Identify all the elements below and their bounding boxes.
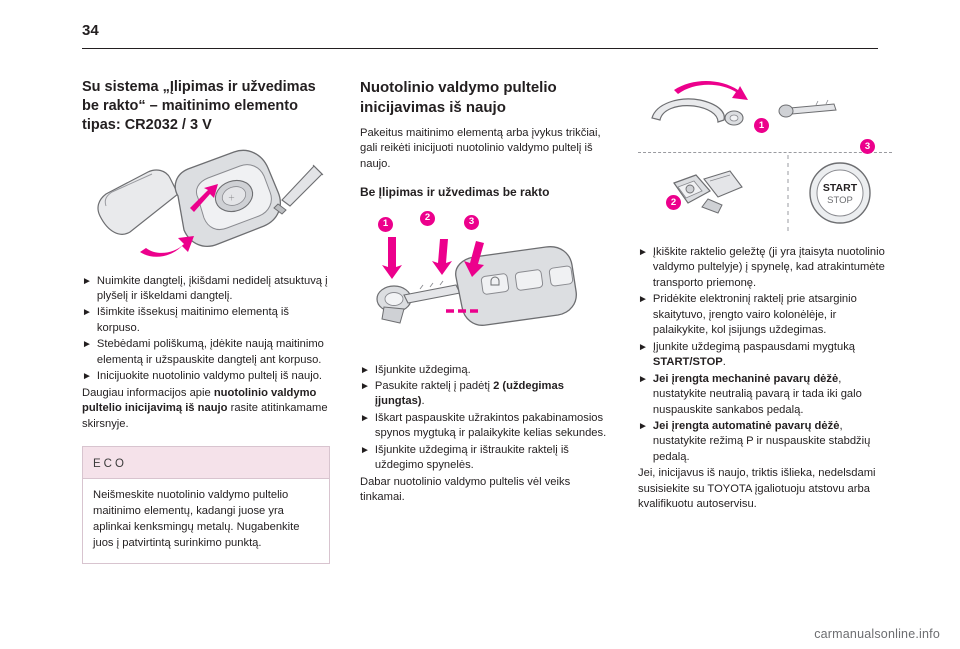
closing-paragraph: Jei, inicijavus iš naujo, triktis išlieka, nedelsdami susisiekite su TOYOTA įgaliotuoju atstovu arba kvalifikuotu autoservisu. (638, 467, 876, 511)
callout-badge-3: 3 (464, 215, 479, 230)
arrow-icon: ► (360, 412, 370, 424)
list-item: ► Įkiškite raktelio geležtę (ji yra įtaisyta nuotolinio valdymo pultelyje) į spynelę, kad atrakintumėte transporto priemonę. (638, 245, 892, 291)
callout-badge-1: 1 (754, 118, 769, 133)
callout-badge-1: 1 (378, 217, 393, 232)
column-right (638, 78, 892, 598)
page-number: 34 (82, 22, 99, 39)
arrow-icon: ► (82, 339, 92, 351)
callout-badge-2: 2 (666, 195, 681, 210)
arrow-icon: ► (638, 373, 648, 385)
eco-callout-box (82, 446, 330, 564)
list-item: ► Pasukite raktelį į padėtį 2 (uždegimas įjungtas). (360, 379, 608, 410)
intro-paragraph: Pakeitus maitinimo elementą arba įvykus trikčiai, gali reikėti inicijuoti nuotolinio valdymo pultelį iš naujo. (360, 127, 601, 170)
callout-badge-3: 3 (860, 139, 875, 154)
list-item: ► Jei įrengta automatinė pavarų dėžė, nustatykite režimą P ir nuspauskite stabdžių pedalą. (638, 419, 892, 465)
arrow-icon: ► (638, 420, 648, 432)
list-item: ► Įjunkite uždegimą paspausdami mygtuką START/STOP. (638, 340, 892, 371)
eco-callout-header (83, 447, 329, 479)
footer-url: carmanualsonline.info (814, 627, 940, 641)
arrow-icon: ► (360, 444, 370, 456)
svg-text:START: START (822, 182, 858, 194)
illustration-key-reinit (360, 211, 608, 351)
list-item: ► Iškart paspauskite užrakintos pakabinamosios spynos mygtuką ir palaikykite kelias sekundes. (360, 411, 608, 442)
arrow-icon: ► (360, 381, 370, 392)
svg-text:STOP: STOP (827, 195, 853, 206)
list-item: ► Išimkite išsekusį maitinimo elementą iš korpuso. (82, 305, 330, 336)
eco-callout-text: Neišmeskite nuotolinio valdymo pultelio maitinimo elementų, kadangi juose yra aplinkai kenksmingų metalų. Nugabenkite juos į patvirtintą surinkimo punktą. (93, 489, 300, 549)
arrow-icon: ► (82, 275, 92, 287)
note-suffix: rasite atitinkamame skirsnyje. (82, 402, 328, 430)
eco-label: ECO (93, 458, 127, 471)
arrow-icon: ► (82, 307, 92, 319)
note-paragraph (82, 386, 330, 432)
list-item: ► Pridėkite elektroninį raktelį prie atsarginio skaitytuvo, įrengto vairo kolonėlėje, ir palaikykite, kol įsijungs uždegimas. (638, 292, 892, 338)
closing-paragraph: Dabar nuotolinio valdymo pultelis vėl veiks tinkamai. (360, 475, 571, 504)
list-item: ► Nuimkite dangtelį, įkišdami nedidelį atsuktuvą į plyšelį ir iškeldami dangtelį. (82, 274, 330, 305)
callout-badge-2: 2 (420, 211, 435, 226)
column-middle (360, 78, 608, 598)
column-left (82, 78, 330, 598)
page-columns (82, 78, 885, 598)
list-item: ► Stebėdami poliškumą, įdėkite naują maitinimo elementą ir užspauskite dangtelį ant korpuso. (82, 337, 330, 368)
illustration-key-fob-battery (82, 144, 330, 262)
list-item: ► Išjunkite uždegimą. (360, 363, 608, 378)
note-bold: nuotolinio valdymo pultelio inicijavimą iš naujo (82, 386, 317, 415)
arrow-icon: ► (82, 371, 92, 383)
subsection-title-no-keyless: Be Įlipimas ir užvedimas be rakto (360, 185, 550, 200)
arrow-icon: ► (360, 364, 370, 376)
svg-text:＋: ＋ (228, 194, 235, 202)
list-item: ► Inicijuokite nuotolinio valdymo pultelį iš naujo. (82, 369, 330, 384)
header-divider (82, 48, 878, 49)
note-prefix: Daugiau informacijos apie (82, 386, 214, 399)
section-title-battery: Su sistema „Įlipimas ir užvedimas be rakto“ – maitinimo elemento tipas: CR2032 / 3 V (82, 79, 316, 133)
arrow-icon: ► (638, 341, 648, 353)
list-item: ► Jei įrengta mechaninė pavarų dėžė, nustatykite neutralią pavarą ir tada iki galo nuspauskite sankabos pedalą. (638, 372, 892, 418)
arrow-icon: ► (638, 247, 648, 258)
list-item: ► Išjunkite uždegimą ir ištraukite raktelį iš uždegimo spynelės. (360, 443, 608, 474)
illustration-start-stop (638, 140, 892, 235)
section-title-reinit: Nuotolinio valdymo pultelio inicijavimas iš naujo (360, 79, 557, 116)
arrow-icon: ► (638, 294, 648, 306)
illustration-door-lock (638, 78, 892, 146)
